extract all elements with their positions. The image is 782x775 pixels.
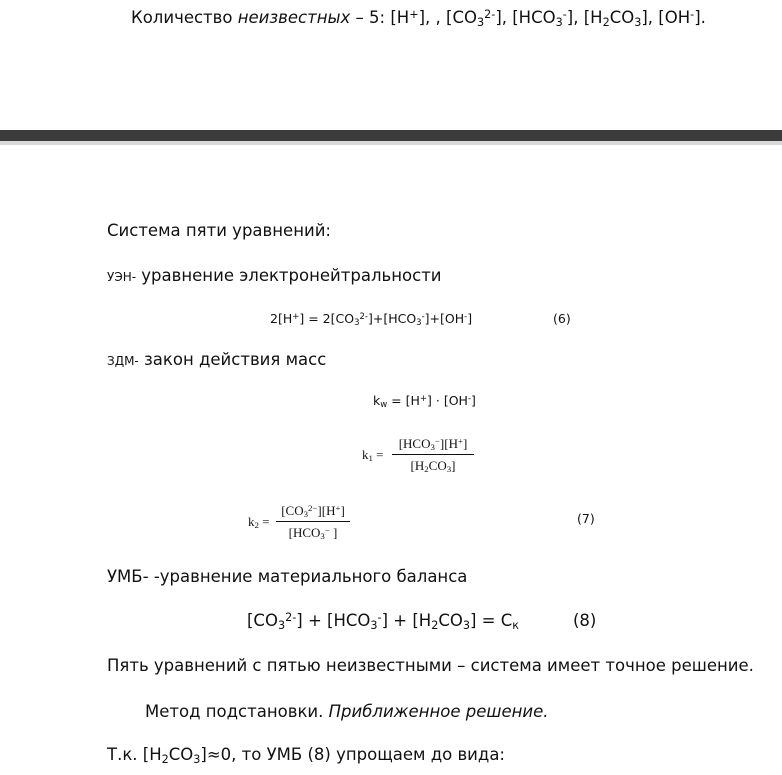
sub: 3: [354, 318, 360, 329]
text: – 5: [H: [350, 8, 410, 27]
page-break-bar: [0, 130, 782, 141]
sup: -: [377, 610, 382, 624]
page-break-shadow: [0, 141, 782, 145]
text: =: [372, 447, 384, 462]
sub: 3: [303, 509, 309, 520]
text: CO: [168, 745, 194, 764]
text: [H: [410, 458, 425, 473]
sub: 3: [193, 752, 201, 766]
sub: 3: [430, 442, 435, 453]
simplify-line: [107, 745, 505, 764]
equation-7-number: (7): [577, 511, 595, 526]
text: Метод подстановки.: [145, 702, 329, 721]
sub: 1: [368, 453, 373, 464]
umb-abbr: УМБ: [107, 567, 143, 586]
method-line: [145, 702, 549, 721]
text: ] = 2[CO: [299, 311, 355, 326]
text: = [H: [387, 393, 420, 408]
sub: 2: [424, 464, 429, 475]
text: ]: [451, 458, 456, 473]
k1-denominator: [392, 454, 474, 474]
text: [HCO: [288, 525, 321, 540]
text: [CO: [281, 503, 304, 518]
k1-numerator: [392, 436, 474, 454]
zdm-text: закон действия масс: [138, 350, 327, 369]
sub: 2: [254, 520, 259, 531]
text: ]: [340, 503, 345, 518]
sup: -: [690, 7, 695, 21]
sup: −: [324, 525, 330, 536]
text: ], , [CO: [418, 8, 477, 27]
text: [CO: [247, 611, 278, 630]
zdm-abbr: ЗДМ-: [107, 354, 139, 368]
text: ]+[OH: [424, 311, 465, 326]
text: ], [OH: [641, 8, 691, 27]
sub: 3: [416, 318, 422, 329]
sup: 2-: [484, 7, 496, 21]
text: [HCO: [398, 436, 431, 451]
sub: 3: [277, 618, 286, 632]
umb-text: - -уравнение материального баланса: [142, 567, 468, 586]
uen-line: [107, 266, 442, 285]
sup: +: [292, 312, 300, 323]
k2-numerator: [276, 503, 350, 521]
k1-lhs: [362, 447, 384, 463]
uen-abbr: УЭН-: [107, 270, 137, 284]
sup: -: [464, 312, 468, 323]
text: ]: [471, 393, 476, 408]
text: ].: [694, 8, 706, 27]
text: k: [373, 393, 381, 408]
sup: +: [335, 503, 341, 514]
five-equations-text: Пять уравнений с пятью неизвестными – система имеет точное решение.: [107, 656, 754, 675]
equation-6-number: (6): [553, 311, 571, 326]
text: Количество: [131, 8, 238, 27]
sub: w: [380, 400, 388, 411]
zdm-line: [107, 350, 326, 369]
k2-fraction: [276, 503, 350, 541]
sub: 3: [462, 618, 470, 632]
sub: 2: [431, 618, 439, 632]
sub: 3: [370, 618, 378, 632]
text: CO: [609, 8, 635, 27]
text: CO: [428, 458, 447, 473]
equation-8-number: (8): [573, 611, 597, 630]
text: k: [248, 514, 255, 529]
system-heading: Система пяти уравнений:: [107, 221, 331, 240]
sub: 2: [161, 752, 169, 766]
text: k: [362, 447, 369, 462]
sub: к: [512, 618, 520, 632]
text: ] + [HCO: [296, 611, 371, 630]
text: ]: [462, 436, 468, 451]
text: ][H: [317, 503, 336, 518]
text: ], [HCO: [495, 8, 556, 27]
k1-fraction: [392, 436, 474, 474]
text: ] = C: [470, 611, 513, 630]
k2-lhs: [248, 514, 270, 530]
umb-line: [107, 567, 467, 586]
equation-8: [247, 611, 519, 630]
sup: +: [457, 436, 463, 447]
sup: +: [409, 7, 419, 21]
equation-6: [270, 311, 473, 329]
text: =: [258, 514, 270, 529]
unknowns-line: [131, 8, 706, 27]
text: ]: [329, 525, 338, 540]
sup: −: [434, 436, 440, 447]
text: ]≈0, то УМБ (8) упрощаем до вида:: [200, 745, 505, 764]
text: ]: [467, 311, 473, 326]
sup: -: [467, 394, 472, 405]
sup: -: [421, 312, 425, 323]
sub: 3: [476, 15, 485, 29]
text: 2[H: [270, 311, 293, 326]
uen-text: уравнение электронейтральности: [136, 266, 442, 285]
text: ]+[HCO: [367, 311, 417, 326]
sup: 2−: [308, 503, 318, 514]
text: CO: [438, 611, 463, 630]
kw-equation: [373, 393, 476, 411]
text: ], [H: [566, 8, 603, 27]
sup: 2-: [359, 312, 368, 323]
text: ] + [H: [381, 611, 432, 630]
text: Т.к. [H: [107, 745, 162, 764]
k2-denominator: [276, 521, 350, 541]
sub: 3: [555, 15, 563, 29]
sup: -: [562, 7, 567, 21]
sub: 2: [602, 15, 610, 29]
italic-text: неизвестных: [237, 8, 351, 27]
italic-text: Приближенное решение.: [328, 702, 549, 721]
text: ] · [OH: [427, 393, 468, 408]
sub: 3: [446, 464, 452, 475]
sup: 2-: [285, 610, 297, 624]
sub: 3: [320, 531, 325, 542]
sub: 3: [634, 15, 642, 29]
sup: +: [419, 394, 428, 405]
text: ][H: [439, 436, 458, 451]
